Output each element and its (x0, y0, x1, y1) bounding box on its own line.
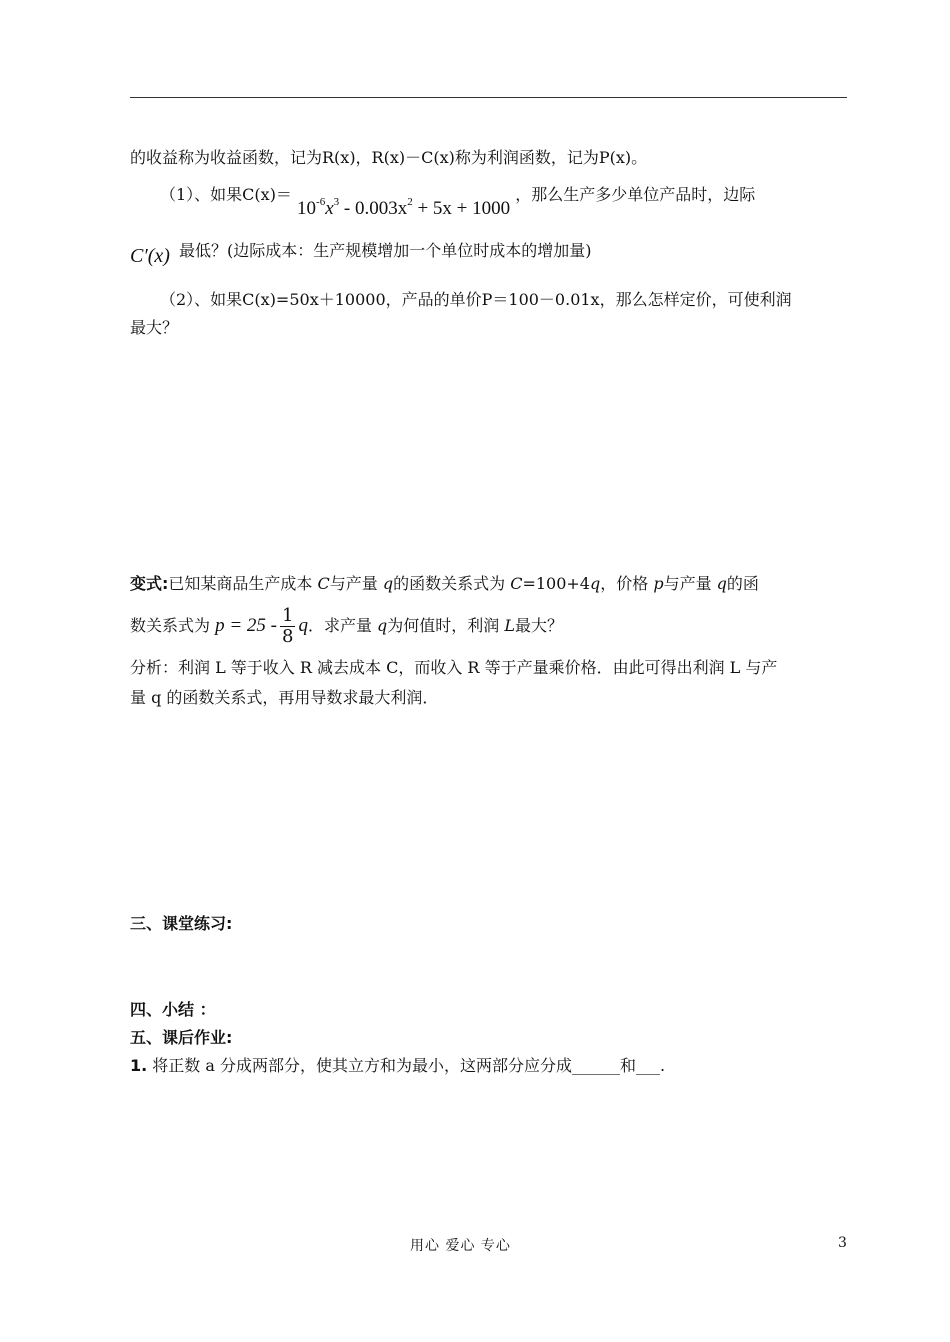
fraction-one-eighth: $\frac{1}{8}$ (282, 605, 294, 647)
homework-item-text: 将正数 a 分成两部分，使其立方和为最小，这两部分应分成______和___. (147, 1056, 666, 1075)
section-practice: 三、课堂练习: (130, 914, 233, 933)
header-rule (130, 97, 847, 98)
footer-motto: 用心 爱心 专心 (410, 1238, 511, 1254)
marginal-cost-symbol: C′(x) (130, 245, 170, 267)
variant-line-2: 数关系式为 p = 25 - $\frac{1}{8}$ q．求产量 q为何值时，利润 L最大？ (130, 605, 564, 647)
cost-formula: $10^{-6}x^3 - 0.003x^2 + 5x + 1000$ (297, 196, 511, 219)
marginal-cost-text: 最低？(边际成本：生产规模增加一个单位时成本的增加量) (179, 241, 592, 260)
paragraph-marginal-cost (130, 240, 592, 267)
paragraph-question-2: （2）、如果C(x)=50x＋10000，产品的单价P＝100－0.01x，那么怎样定价，可使利润 (160, 290, 792, 309)
page-number: 3 (838, 1235, 847, 1251)
variant-label: 变式: (130, 574, 169, 593)
section-homework: 五、课后作业: (130, 1028, 233, 1047)
question-1-prefix: （1）、如果C(x)＝ (160, 185, 292, 204)
section-summary: 四、小结 ： (130, 1000, 216, 1019)
price-formula: p = 25 - (215, 615, 277, 636)
homework-item-number: 1. (130, 1056, 148, 1075)
paragraph-question-2-cont: 最大？ (130, 318, 179, 337)
variant-line-1: 变式:已知某商品生产成本 C与产量 q的函数关系式为 C=100+4q，价格 p与产量 q的函 (130, 574, 759, 593)
paragraph-revenue: 的收益称为收益函数，记为R(x)，R(x)－C(x)称为利润函数，记为P(x)。 (130, 148, 648, 167)
analysis-line-2: 量 q 的函数关系式，再用导数求最大利润． (130, 688, 439, 707)
analysis-line-1: 分析：利润 L 等于收入 R 减去成本 C，而收入 R 等于产量乘价格．由此可得出利润 L 与产 (130, 658, 778, 677)
homework-item-1 (130, 1056, 665, 1076)
paragraph-question-1 (160, 178, 756, 219)
question-1-suffix: ，那么生产多少单位产品时，边际 (515, 185, 756, 204)
